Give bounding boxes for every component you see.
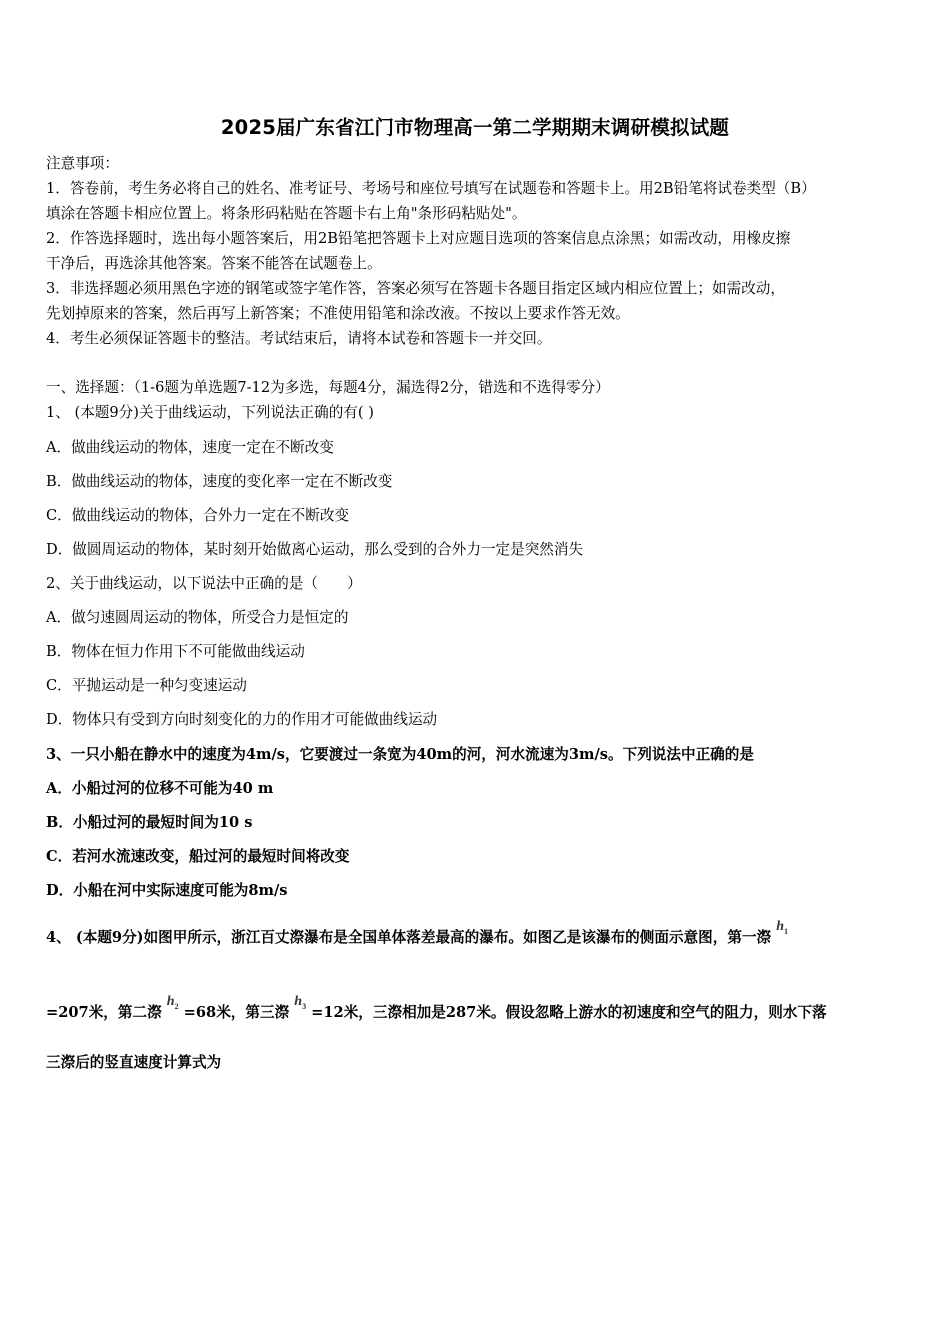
question-4-text-1: 4、 (本题9分)如图甲所示，浙江百丈漈瀑布是全国单体落差最高的瀑布。如图乙是该瀑布的侧面示意图，第一漈	[46, 929, 772, 946]
question-2-stem: 2、关于曲线运动，以下说法中正确的是（ ）	[46, 575, 362, 592]
notice-line: 4．考生必须保证答题卡的整洁。考试结束后，请将本试卷和答题卡一并交回。	[46, 330, 552, 347]
notice-line: 先划掉原来的答案，然后再写上新答案；不准使用铅笔和涂改液。不按以上要求作答无效。	[46, 305, 630, 322]
notice-heading: 注意事项：	[46, 155, 119, 172]
variable-h3: $h_3$	[294, 994, 307, 1011]
question-3-option-b: B．小船过河的最短时间为10 s	[46, 814, 253, 831]
question-4-text-2: =207米，第二漈	[46, 1004, 162, 1021]
question-3-option-c: C．若河水流速改变，船过河的最短时间将改变	[46, 848, 350, 865]
question-4-text-3: =68米，第三漈	[183, 1004, 290, 1021]
question-3-option-d: D．小船在河中实际速度可能为8m/s	[46, 882, 288, 899]
question-4-line-1	[46, 919, 789, 948]
notice-line: 干净后，再选涂其他答案。答案不能答在试题卷上。	[46, 255, 382, 272]
question-2-option-d: D．物体只有受到方向时刻变化的力的作用才可能做曲线运动	[46, 711, 438, 728]
question-1-option-c: C．做曲线运动的物体，合外力一定在不断改变	[46, 507, 350, 524]
question-2-option-a: A．做匀速圆周运动的物体，所受合力是恒定的	[46, 609, 349, 626]
question-1-option-d: D．做圆周运动的物体，某时刻开始做离心运动，那么受到的合外力一定是突然消失	[46, 541, 584, 558]
question-4-text-4: =12米，三漈相加是287米。假设忽略上游水的初速度和空气的阻力，则水下落	[311, 1004, 827, 1021]
notice-line: 3．非选择题必须用黑色字迹的钢笔或签字笔作答，答案必须写在答题卡各题目指定区域内相应位置上；如需改动，	[46, 280, 785, 297]
section-heading: 一、选择题：（1-6题为单选题7-12为多选，每题4分，漏选得2分，错选和不选得零分）	[46, 379, 610, 396]
question-3-option-a: A．小船过河的位移不可能为40 m	[46, 780, 274, 797]
question-4-line-3: 三漈后的竖直速度计算式为	[46, 1054, 222, 1071]
notice-line: 1．答卷前，考生务必将自己的姓名、准考证号、考场号和座位号填写在试题卷和答题卡上。用2B铅笔将试卷类型（B）	[46, 180, 816, 197]
question-1-option-a: A．做曲线运动的物体，速度一定在不断改变	[46, 439, 334, 456]
variable-h2: $h_2$	[166, 994, 179, 1011]
notice-line: 2．作答选择题时，选出每小题答案后，用2B铅笔把答题卡上对应题目选项的答案信息点涂黑；如需改动，用橡皮擦	[46, 230, 791, 247]
variable-h1: $h_1$	[776, 919, 789, 936]
question-1-stem: 1、 (本题9分)关于曲线运动，下列说法正确的有( )	[46, 404, 374, 421]
page-title: 2025届广东省江门市物理高一第二学期期末调研模拟试题	[220, 116, 730, 139]
question-2-option-b: B．物体在恒力作用下不可能做曲线运动	[46, 643, 305, 660]
question-4-line-2	[46, 994, 827, 1023]
notice-line: 填涂在答题卡相应位置上。将条形码粘贴在答题卡右上角"条形码粘贴处"。	[46, 205, 527, 222]
question-1-option-b: B．做曲线运动的物体，速度的变化率一定在不断改变	[46, 473, 393, 490]
question-3-stem: 3、一只小船在静水中的速度为4m/s，它要渡过一条宽为40m的河，河水流速为3m/s。下列说法中正确的是	[46, 746, 754, 763]
question-2-option-c: C．平抛运动是一种匀变速运动	[46, 677, 247, 694]
